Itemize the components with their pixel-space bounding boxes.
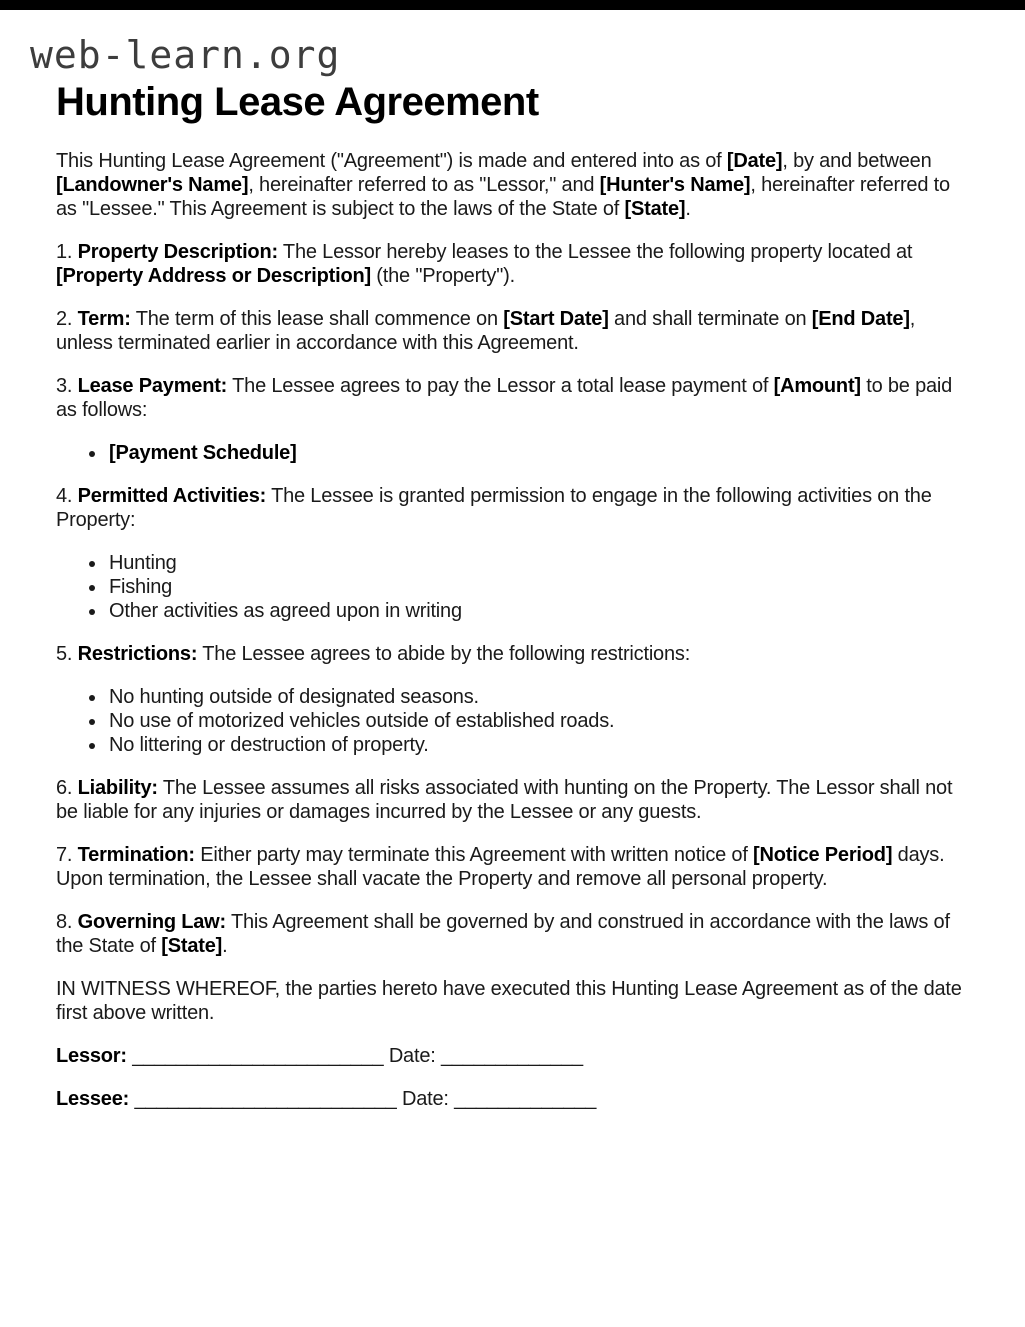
text-run: The Lessor hereby leases to the Lessee the following property located at xyxy=(277,240,913,263)
text-run: 1. xyxy=(56,240,78,263)
text-run: Fishing xyxy=(109,575,173,598)
lessor-signature-row xyxy=(56,1044,969,1068)
payment-schedule-list xyxy=(56,441,969,465)
section-7-termination xyxy=(56,843,969,891)
lessor-date-line: _____________ xyxy=(440,1044,583,1067)
lessee-signature-row xyxy=(56,1087,969,1111)
text-run: Other activities as agreed upon in writing xyxy=(109,599,462,622)
list-item xyxy=(107,599,969,623)
section-1-property-description xyxy=(56,240,969,288)
text-run: , unless terminated earlier in accordance with this Agreement. xyxy=(56,307,916,354)
lessee-signature-line: ________________________ xyxy=(134,1087,397,1110)
lessor-label: Lessor: xyxy=(56,1044,127,1067)
text-run: The Lessee is granted permission to engage in the following activities on the Property: xyxy=(56,484,932,531)
state-placeholder: [State] xyxy=(161,934,223,957)
section-heading: Governing Law: xyxy=(77,910,226,933)
intro-paragraph xyxy=(56,149,969,221)
payment-schedule-placeholder: [Payment Schedule] xyxy=(109,441,297,464)
text-run: , hereinafter referred to as "Lessee." This Agreement is subject to the laws of the State of xyxy=(56,173,950,220)
text-run: 5. xyxy=(56,642,78,665)
document-body xyxy=(56,149,969,1111)
section-heading: Liability: xyxy=(77,776,158,799)
restrictions-list xyxy=(56,685,969,757)
list-item xyxy=(107,551,969,575)
text-run: The Lessee agrees to pay the Lessor a total lease payment of xyxy=(227,374,774,397)
top-bar xyxy=(0,0,1025,10)
start-date-placeholder: [Start Date] xyxy=(503,307,609,330)
list-item xyxy=(107,441,969,465)
list-item xyxy=(107,709,969,733)
section-4-permitted-activities xyxy=(56,484,969,532)
text-run: No hunting outside of designated seasons. xyxy=(109,685,479,708)
text-run: No use of motorized vehicles outside of established roads. xyxy=(109,709,615,732)
date-label: Date: xyxy=(388,1044,436,1067)
text-run: The Lessee agrees to abide by the following restrictions: xyxy=(197,642,691,665)
notice-period-placeholder: [Notice Period] xyxy=(753,843,893,866)
hunter-name-placeholder: [Hunter's Name] xyxy=(599,173,751,196)
property-address-placeholder: [Property Address or Description] xyxy=(56,264,371,287)
text-run: Either party may terminate this Agreement with written notice of xyxy=(194,843,754,866)
text-run: (the "Property"). xyxy=(370,264,515,287)
section-2-term xyxy=(56,307,969,355)
text-run: The Lessee assumes all risks associated with hunting on the Property. The Lessor shall not be liable for any injuries or damages incurred by the Lessee or any guests. xyxy=(56,776,953,823)
site-logo: web-learn.org xyxy=(30,33,341,77)
amount-placeholder: [Amount] xyxy=(773,374,861,397)
text-run: . xyxy=(222,934,228,957)
page-title: Hunting Lease Agreement xyxy=(56,79,539,124)
text-run: . xyxy=(685,197,691,220)
text-run: 4. xyxy=(56,484,78,507)
end-date-placeholder: [End Date] xyxy=(811,307,910,330)
text-run: Hunting xyxy=(109,551,177,574)
document-page xyxy=(0,35,1025,1111)
permitted-activities-list xyxy=(56,551,969,623)
text-run: 7. xyxy=(56,843,78,866)
section-5-restrictions xyxy=(56,642,969,666)
text-run: and shall terminate on xyxy=(608,307,812,330)
landowner-name-placeholder: [Landowner's Name] xyxy=(56,173,249,196)
date-placeholder: [Date] xyxy=(726,149,783,172)
date-label: Date: xyxy=(401,1087,449,1110)
section-3-lease-payment xyxy=(56,374,969,422)
text-run: 3. xyxy=(56,374,78,397)
text-run: This Hunting Lease Agreement ("Agreement") is made and entered into as of xyxy=(56,149,727,172)
text-run: 2. xyxy=(56,307,78,330)
text-run: to be paid as follows: xyxy=(56,374,953,421)
list-item xyxy=(107,575,969,599)
lessee-date-line: _____________ xyxy=(454,1087,597,1110)
text-run: days. Upon termination, the Lessee shall vacate the Property and remove all personal property. xyxy=(56,843,945,890)
section-heading: Permitted Activities: xyxy=(77,484,267,507)
list-item xyxy=(107,733,969,757)
witness-paragraph xyxy=(56,977,969,1025)
lessor-signature-line: _______________________ xyxy=(132,1044,384,1067)
text-run: 6. xyxy=(56,776,78,799)
section-6-liability xyxy=(56,776,969,824)
state-placeholder: [State] xyxy=(624,197,686,220)
section-8-governing-law xyxy=(56,910,969,958)
section-heading: Property Description: xyxy=(77,240,278,263)
list-item xyxy=(107,685,969,709)
section-heading: Term: xyxy=(77,307,131,330)
text-run: This Agreement shall be governed by and construed in accordance with the laws of the State of xyxy=(56,910,950,957)
text-run: , by and between xyxy=(782,149,932,172)
text-run: 8. xyxy=(56,910,78,933)
lessee-label: Lessee: xyxy=(56,1087,130,1110)
text-run: IN WITNESS WHEREOF, the parties hereto have executed this Hunting Lease Agreement as of the date first above written. xyxy=(56,977,962,1024)
text-run: , hereinafter referred to as "Lessor," and xyxy=(248,173,600,196)
section-heading: Restrictions: xyxy=(77,642,198,665)
section-heading: Lease Payment: xyxy=(77,374,228,397)
section-heading: Termination: xyxy=(77,843,195,866)
text-run: The term of this lease shall commence on xyxy=(130,307,504,330)
text-run: No littering or destruction of property. xyxy=(109,733,429,756)
